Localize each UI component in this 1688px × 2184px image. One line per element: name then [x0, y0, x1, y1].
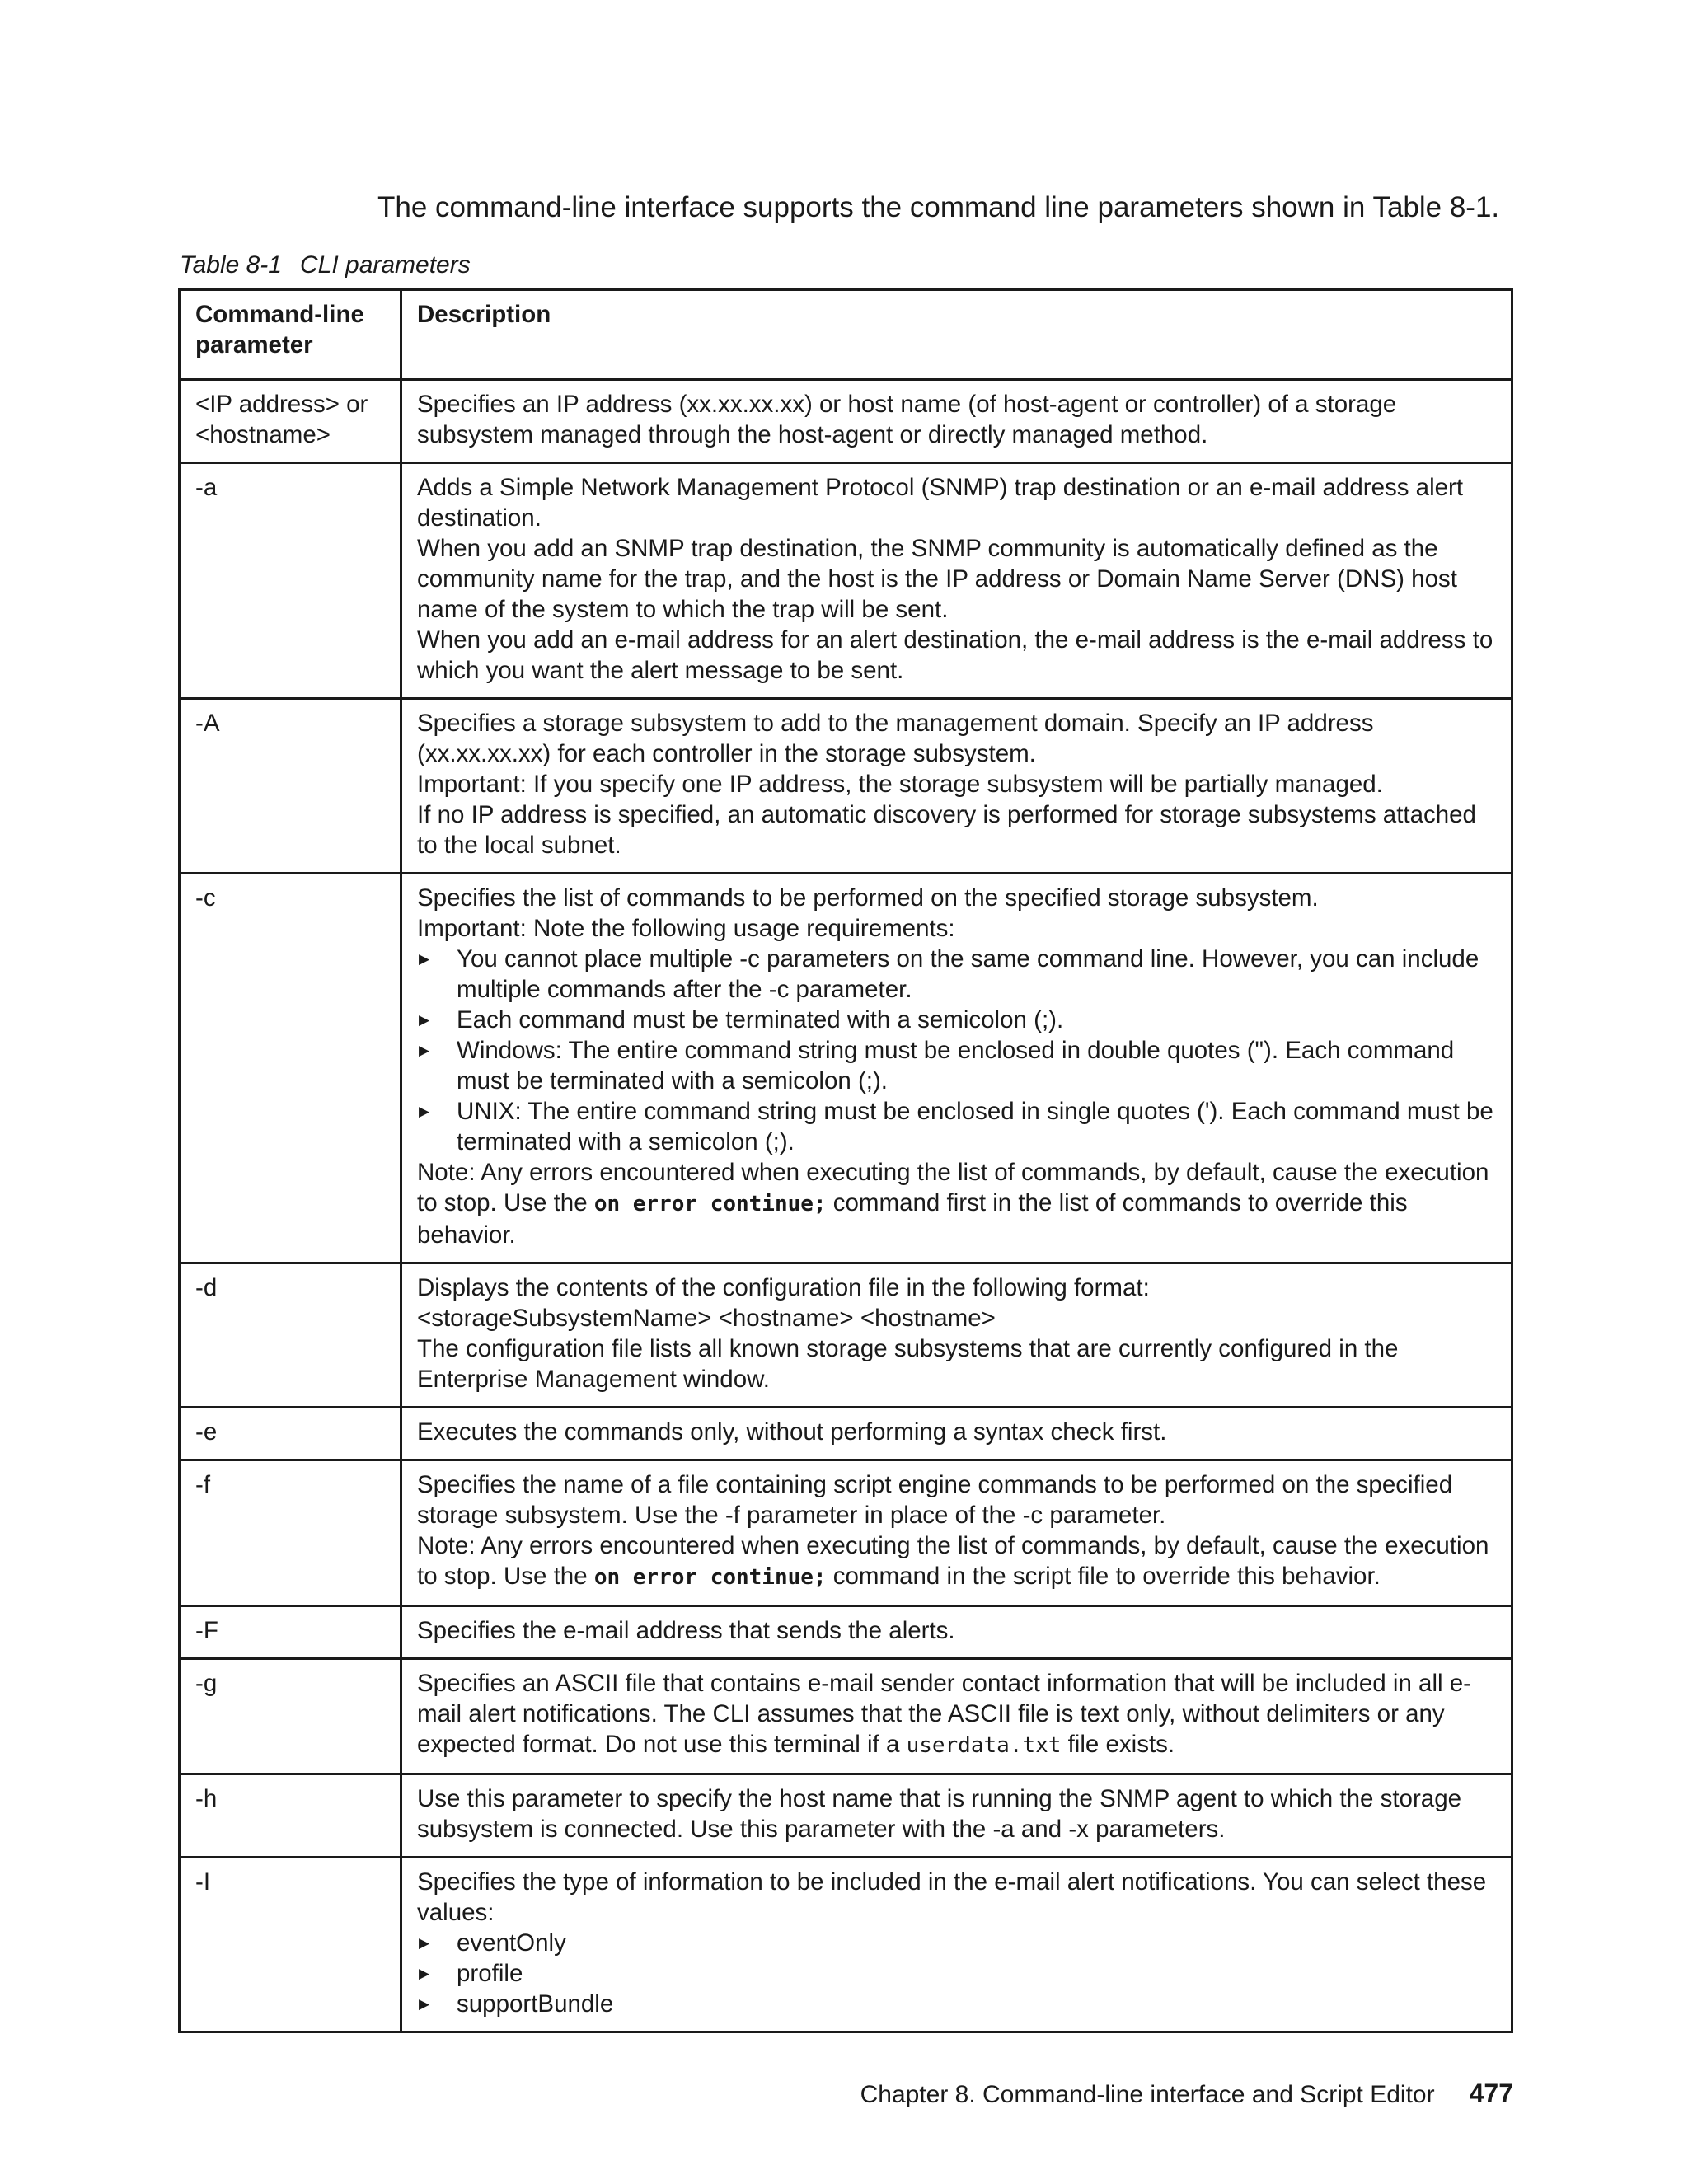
desc-paragraph: <storageSubsystemName> <hostname> <hostname>: [417, 1305, 996, 1332]
footer-chapter: Chapter 8. Command-line interface and Script Editor: [860, 2081, 1435, 2108]
desc-paragraph: When you add an SNMP trap destination, the SNMP community is automatically defined as the community name for the trap, and the host is the IP address or Domain Name Server (DNS) host name of the system to which the trap will be sent.: [417, 535, 1457, 623]
param-cell: -h: [180, 1774, 401, 1858]
desc-paragraph: Specifies the list of commands to be performed on the specified storage subsystem.: [417, 884, 1319, 912]
description-cell: Executes the commands only, without performing a syntax check first.: [401, 1408, 1512, 1460]
description-cell: [401, 874, 1512, 1263]
bullet-item: ▶ supportBundle: [417, 1989, 1499, 2019]
desc-paragraph: Specifies a storage subsystem to add to the management domain. Specify an IP address (xx.xx.xx.xx) for each controller in the storage subsystem.: [417, 710, 1374, 767]
param-cell: -e: [180, 1408, 401, 1460]
description-cell: Specifies the e-mail address that sends the alerts.: [401, 1606, 1512, 1659]
inline-code: on error continue;: [593, 1192, 827, 1216]
description-cell: [401, 463, 1512, 699]
table-caption: [180, 249, 471, 282]
table-row: [180, 1774, 1512, 1858]
table-row: [180, 699, 1512, 874]
param-cell: <IP address> or <hostname>: [180, 380, 401, 463]
description-cell: [401, 699, 1512, 874]
intro-text: The command-line interface supports the command line parameters shown in Table 8-1.: [377, 191, 1500, 223]
bullet-list: [417, 944, 1499, 1157]
inline-code: userdata.txt: [906, 1733, 1062, 1758]
desc-paragraph: The configuration file lists all known storage subsystems that are currently configured in the Enterprise Management window.: [417, 1335, 1399, 1393]
param-cell: -I: [180, 1858, 401, 2032]
header-param: Command-line parameter: [180, 290, 401, 380]
table-row: [180, 1460, 1512, 1606]
table-row: [180, 380, 1512, 463]
note-text: Note: Any errors encountered when executing the list of commands, by default, cause the execution to stop. Use the: [417, 1532, 1489, 1590]
bullet-item: ▶ Windows: The entire command string must be enclosed in double quotes ("). Each command must be terminated with a semicolon (;).: [417, 1035, 1499, 1096]
bullet-item: ▶ Each command must be terminated with a semicolon (;).: [417, 1005, 1499, 1035]
table-header-row: [180, 290, 1512, 380]
desc-paragraph: Adds a Simple Network Management Protocol (SNMP) trap destination or an e-mail address alert destination.: [417, 474, 1464, 532]
table-row: [180, 874, 1512, 1263]
param-cell: -d: [180, 1263, 401, 1408]
param-cell: -A: [180, 699, 401, 874]
page-footer: [860, 2077, 1513, 2111]
bullet-item: ▶ UNIX: The entire command string must be enclosed in single quotes ('). Each command must be terminated with a semicolon (;).: [417, 1096, 1499, 1157]
table-row: [180, 463, 1512, 699]
param-cell: -a: [180, 463, 401, 699]
note-text: Note: Any errors encountered when executing the list of commands, by default, cause the execution to stop. Use the: [417, 1159, 1489, 1216]
bullet-item: ▶ You cannot place multiple -c parameters on the same command line. However, you can include multiple commands after the -c parameter.: [417, 944, 1499, 1005]
note-text: command in the script file to override this behavior.: [826, 1563, 1381, 1590]
description-cell: [401, 1460, 1512, 1606]
desc-paragraph: Specifies the type of information to be included in the e-mail alert notifications. You can select these values:: [417, 1868, 1487, 1926]
description-cell: Use this parameter to specify the host name that is running the SNMP agent to which the storage subsystem is connected. Use this parameter with the -a and -x parameters.: [401, 1774, 1512, 1858]
description-cell: [401, 1263, 1512, 1408]
table-row: [180, 1606, 1512, 1659]
bullet-item: ▶ eventOnly: [417, 1928, 1499, 1958]
note-paragraph: [417, 1530, 1499, 1593]
param-cell: -f: [180, 1460, 401, 1606]
description-cell: [401, 1858, 1512, 2032]
page-number: 477: [1469, 2079, 1513, 2108]
param-cell: -g: [180, 1659, 401, 1774]
inline-code: on error continue;: [593, 1565, 827, 1590]
table-row: [180, 1858, 1512, 2032]
table-row: [180, 1408, 1512, 1460]
desc-text: Specifies an ASCII file that contains e-mail sender contact information that will be included in all e-mail alert notifications. The CLI assumes that the ASCII file is text only, without delimiters or any expected format. Do not use this terminal if a: [417, 1670, 1472, 1758]
table-caption-label: Table 8-1: [180, 251, 282, 279]
bullet-list: [417, 1928, 1499, 2019]
header-description: Description: [401, 290, 1512, 380]
desc-text: file exists.: [1061, 1731, 1175, 1758]
table-caption-title: CLI parameters: [299, 251, 471, 279]
bullet-item: ▶ profile: [417, 1958, 1499, 1989]
desc-paragraph: If no IP address is specified, an automatic discovery is performed for storage subsystems attached to the local subnet.: [417, 801, 1476, 859]
desc-paragraph: Important: If you specify one IP address, the storage subsystem will be partially managed.: [417, 771, 1383, 798]
param-cell: -F: [180, 1606, 401, 1659]
table-row: [180, 1659, 1512, 1774]
desc-paragraph: Specifies the name of a file containing script engine commands to be performed on the specified storage subsystem. Use the -f parameter in place of the -c parameter.: [417, 1471, 1453, 1529]
cli-parameters-table: [178, 288, 1513, 2033]
note-text: command first in the list of commands to override this behavior.: [417, 1189, 1408, 1249]
description-cell: Specifies an IP address (xx.xx.xx.xx) or host name (of host-agent or controller) of a storage subsystem managed through the host-agent or directly managed method.: [401, 380, 1512, 463]
desc-paragraph: Displays the contents of the configuration file in the following format:: [417, 1274, 1150, 1301]
desc-paragraph: When you add an e-mail address for an alert destination, the e-mail address is the e-mail address to which you want the alert message to be sent.: [417, 626, 1493, 684]
note-paragraph: [417, 1157, 1499, 1250]
table-row: [180, 1263, 1512, 1408]
param-cell: -c: [180, 874, 401, 1263]
desc-paragraph: Important: Note the following usage requirements:: [417, 915, 955, 942]
description-cell: [401, 1659, 1512, 1774]
